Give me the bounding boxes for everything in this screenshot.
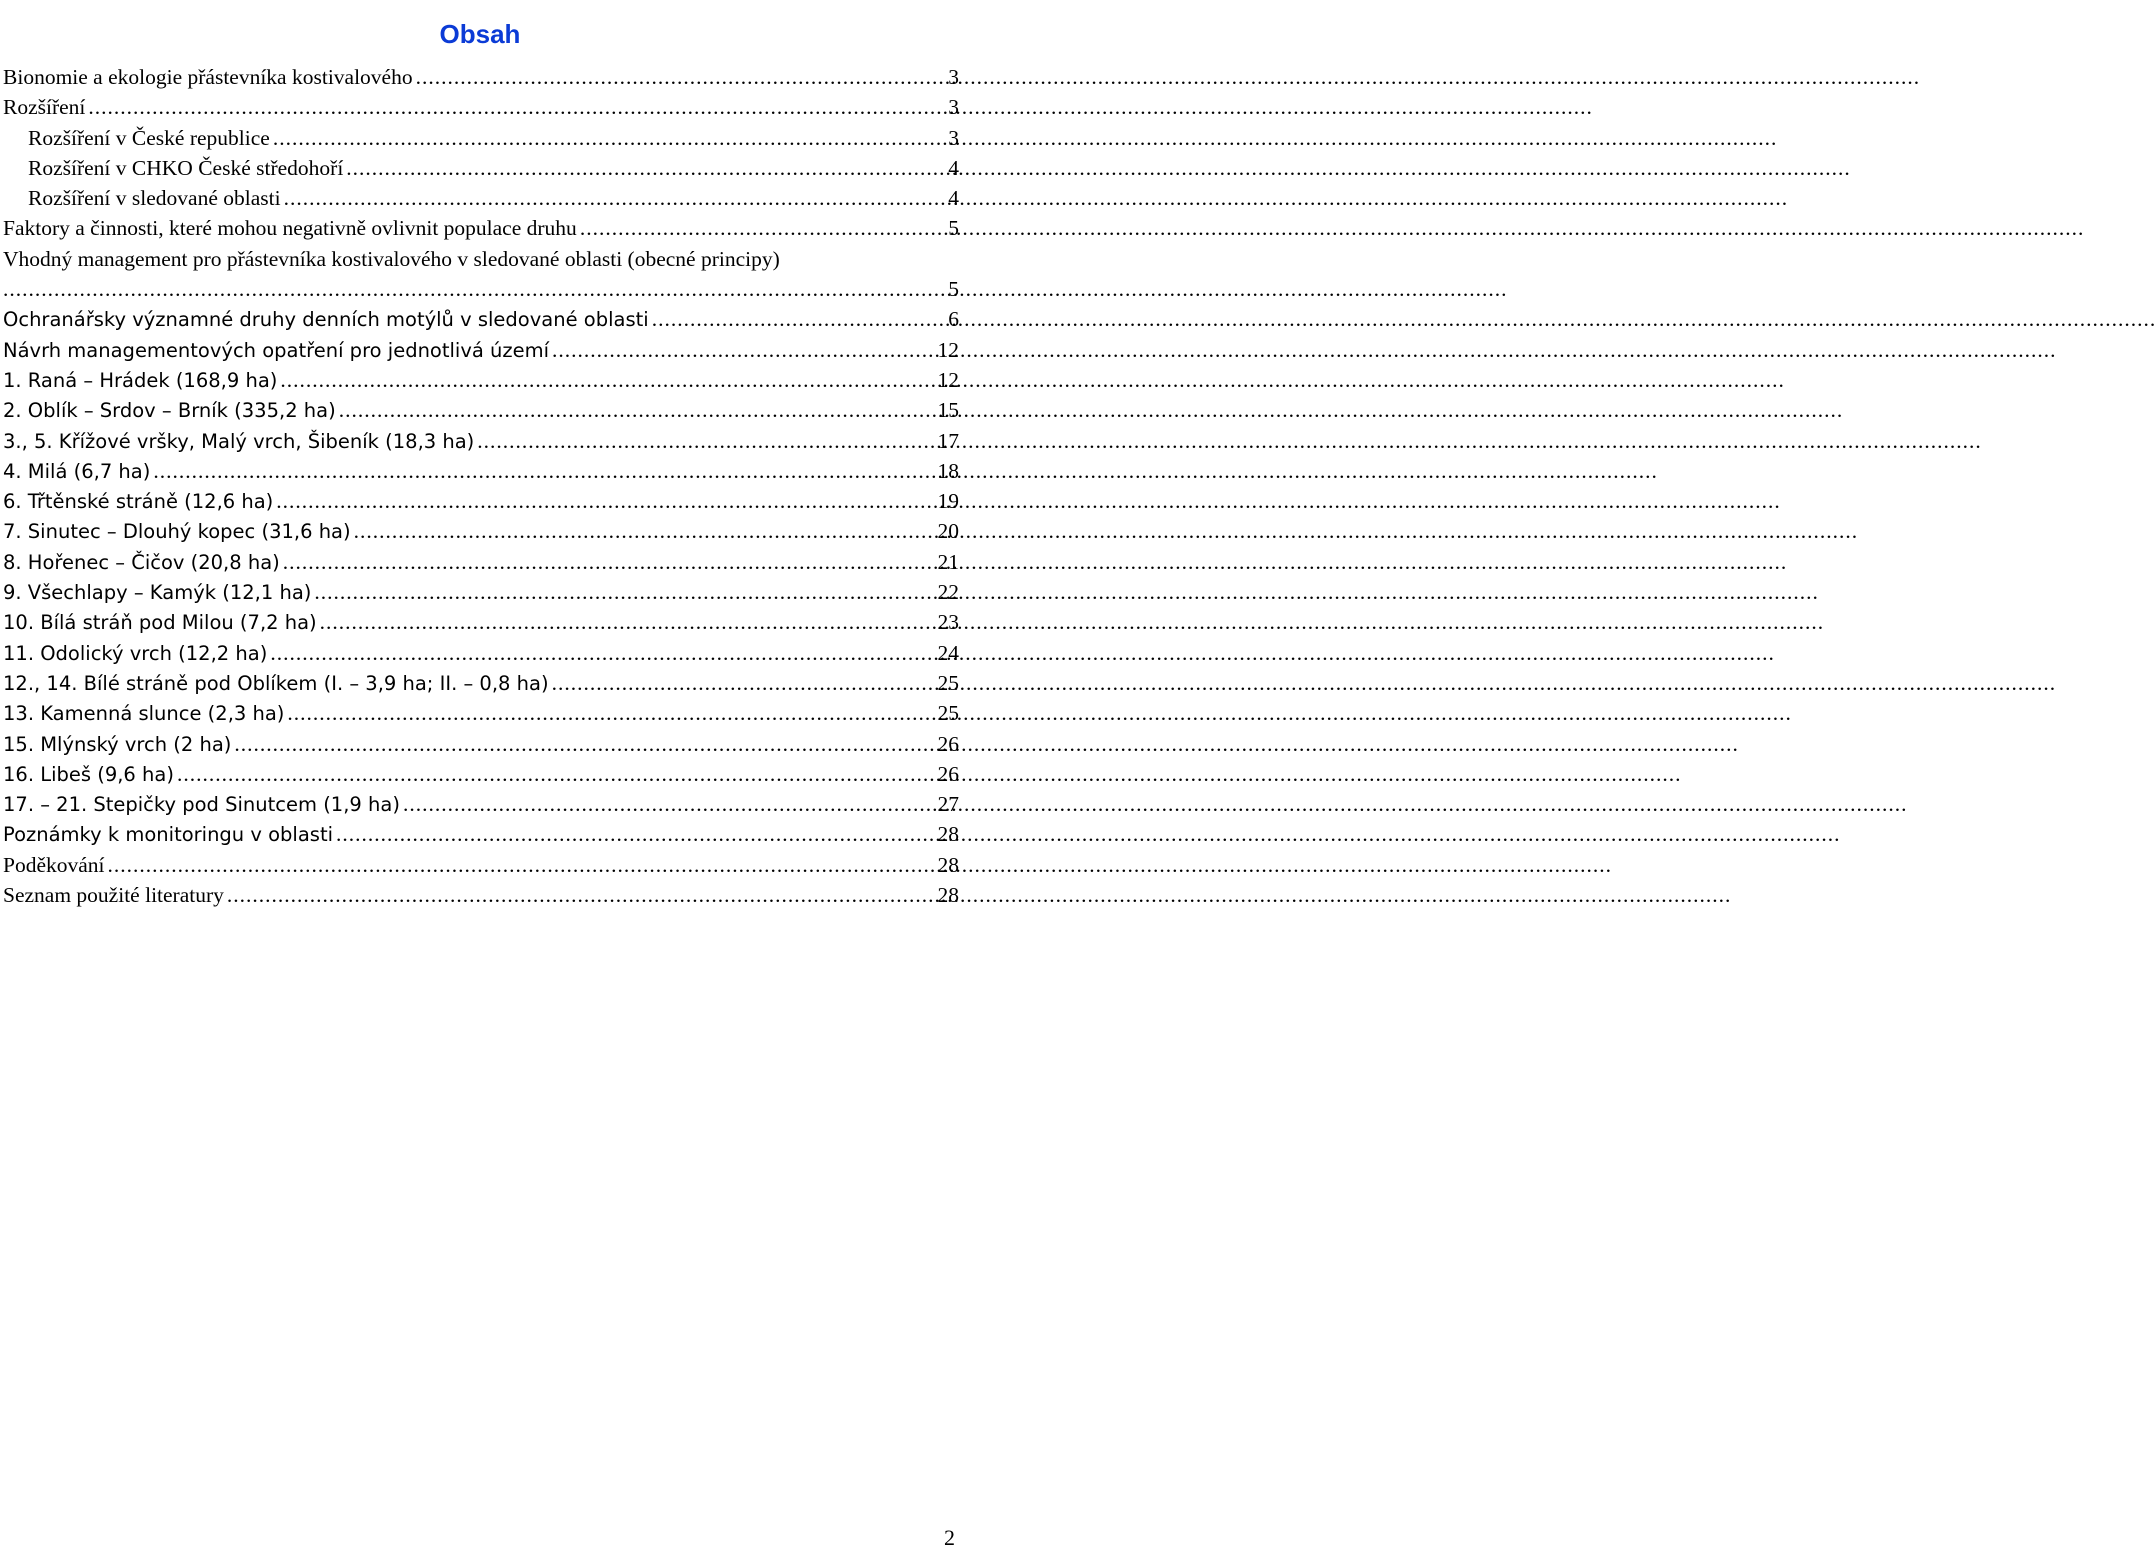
toc-entry-continuation[interactable] [3, 274, 959, 304]
toc-entry-page: 6 [948, 307, 959, 332]
toc-entry[interactable] [3, 244, 959, 274]
toc-entry-title: Poznámky k monitoringu v oblasti [3, 823, 334, 847]
toc-entry-page: 23 [937, 610, 959, 635]
toc-entry[interactable] [3, 183, 959, 213]
toc-entry[interactable] [3, 395, 959, 425]
toc-entry-title: Ochranářsky významné druhy denních motýlů v sledované oblasti [3, 308, 649, 332]
page-title: Obsah [439, 19, 521, 50]
toc-entry-title: Vhodný management pro přástevníka kostivalového v sledované oblasti (obecné principy) [3, 246, 780, 271]
toc-entry-page: 26 [937, 731, 959, 756]
toc-entry[interactable] [3, 456, 959, 486]
toc-entry-title: 12., 14. Bílé stráně pod Oblíkem (I. – 3,9 ha; II. – 0,8 ha) [3, 671, 549, 695]
toc-entry-page: 26 [937, 761, 959, 786]
toc-entry-title: Seznam použité literatury [3, 883, 224, 908]
toc-entry-title: 3., 5. Křížové vršky, Malý vrch, Šibeník (18,3 ha) [3, 429, 475, 453]
toc-leader-dots [339, 395, 935, 425]
toc-entry-page: 25 [937, 701, 959, 726]
toc-entry[interactable] [3, 759, 959, 789]
toc-entry-page: 25 [937, 670, 959, 695]
toc-entry[interactable] [3, 123, 959, 153]
page-number: 2 [944, 1525, 955, 1550]
toc-leader-dots [336, 819, 934, 849]
toc-entry[interactable] [3, 92, 959, 122]
toc-entry-page: 24 [937, 640, 959, 665]
toc-entry-title: Rozšíření v sledované oblasti [28, 186, 281, 211]
toc-entry-title: 7. Sinutec – Dlouhý kopec (31,6 ha) [3, 520, 351, 544]
toc-leader-dots [314, 577, 934, 607]
toc-leader-dots [276, 486, 934, 516]
toc-leader-dots [403, 789, 935, 819]
toc-entry[interactable] [3, 607, 959, 637]
toc-entry[interactable] [3, 638, 959, 668]
toc-leader-dots [346, 153, 945, 183]
toc-leader-dots [177, 759, 935, 789]
toc-entry-title: 1. Raná – Hrádek (168,9 ha) [3, 368, 278, 392]
toc-entry-title: 2. Oblík – Srdov – Brník (335,2 ha) [3, 399, 336, 423]
toc-entry-title: 10. Bílá stráň pod Milou (7,2 ha) [3, 611, 317, 635]
toc-entry-title: 16. Libeš (9,6 ha) [3, 762, 174, 786]
toc-entry[interactable] [3, 789, 959, 819]
table-of-contents [3, 62, 959, 910]
toc-leader-dots [477, 426, 934, 456]
toc-entry-page: 12 [937, 337, 959, 362]
toc-entry[interactable] [3, 698, 959, 728]
toc-entry[interactable] [3, 668, 959, 698]
toc-entry-title: Bionomie a ekologie přástevníka kostivalového [3, 65, 413, 89]
toc-entry-title: Rozšíření v České republice [28, 125, 270, 150]
toc-entry[interactable] [3, 365, 959, 395]
toc-leader-dots [3, 274, 945, 304]
toc-entry-title: Návrh managementových opatření pro jednotlivá území [3, 338, 550, 362]
toc-leader-dots [580, 213, 945, 243]
toc-entry-title: Poděkování [3, 852, 105, 877]
toc-entry-page: 19 [937, 489, 959, 514]
toc-entry-title: 13. Kamenná slunce (2,3 ha) [3, 702, 285, 726]
toc-entry-title: 11. Odolický vrch (12,2 ha) [3, 641, 268, 665]
toc-entry-page: 3 [948, 65, 959, 89]
toc-entry[interactable] [3, 819, 959, 849]
toc-entry[interactable] [3, 153, 959, 183]
toc-leader-dots [552, 668, 935, 698]
toc-entry-page: 15 [937, 398, 959, 423]
toc-entry-title: 4. Milá (6,7 ha) [3, 459, 151, 483]
toc-entry[interactable] [3, 516, 959, 546]
toc-leader-dots [416, 62, 946, 92]
toc-leader-dots [652, 304, 946, 334]
toc-entry-page: 18 [937, 458, 959, 483]
toc-entry[interactable] [3, 486, 959, 516]
toc-entry[interactable] [3, 547, 959, 577]
toc-entry[interactable] [3, 213, 959, 243]
toc-entry-title: 9. Všechlapy – Kamýk (12,1 ha) [3, 581, 312, 605]
toc-entry-page: 28 [937, 822, 959, 847]
toc-entry[interactable] [3, 62, 959, 92]
toc-entry-title: Rozšíření [3, 95, 86, 120]
toc-entry[interactable] [3, 850, 959, 880]
toc-leader-dots [320, 607, 935, 637]
toc-entry-page: 21 [937, 549, 959, 574]
toc-leader-dots [88, 92, 945, 122]
toc-entry-title: 8. Hořenec – Čičov (20,8 ha) [3, 550, 280, 574]
toc-entry-page: 22 [937, 580, 959, 605]
toc-leader-dots [153, 456, 934, 486]
toc-entry[interactable] [3, 335, 959, 365]
toc-leader-dots [227, 880, 935, 910]
toc-entry-title: Rozšíření v CHKO České středohoří [28, 155, 344, 180]
toc-leader-dots [284, 183, 946, 213]
toc-entry-page: 5 [948, 216, 959, 241]
toc-entry-page: 28 [937, 883, 959, 908]
toc-entry-page: 3 [948, 95, 959, 120]
toc-entry-page: 20 [937, 519, 959, 544]
toc-entry-page: 28 [937, 852, 959, 877]
toc-entry[interactable] [3, 426, 959, 456]
toc-entry-title: 17. – 21. Stepičky pod Sinutcem (1,9 ha) [3, 793, 400, 817]
toc-leader-dots [287, 698, 934, 728]
toc-entry-title: 15. Mlýnský vrch (2 ha) [3, 732, 232, 756]
toc-leader-dots [283, 547, 935, 577]
toc-entry-page: 4 [948, 186, 959, 211]
toc-entry[interactable] [3, 729, 959, 759]
toc-leader-dots [552, 335, 934, 365]
toc-entry-page: 27 [937, 792, 959, 817]
toc-entry-title: 6. Třtěnské stráně (12,6 ha) [3, 490, 274, 514]
toc-entry[interactable] [3, 304, 959, 334]
toc-entry[interactable] [3, 880, 959, 910]
toc-leader-dots [280, 365, 934, 395]
toc-entry-page: 17 [937, 428, 959, 453]
toc-entry-page: 12 [937, 367, 959, 392]
toc-leader-dots [273, 123, 945, 153]
toc-leader-dots [354, 516, 935, 546]
toc-entry-page: 5 [948, 277, 959, 302]
toc-entry-title: Faktory a činnosti, které mohou negativně ovlivnit populace druhu [3, 216, 577, 241]
toc-entry[interactable] [3, 577, 959, 607]
toc-leader-dots [234, 729, 934, 759]
toc-entry-page: 4 [948, 155, 959, 180]
toc-leader-dots [108, 850, 935, 880]
toc-entry-page: 3 [948, 125, 959, 150]
toc-leader-dots [270, 638, 934, 668]
